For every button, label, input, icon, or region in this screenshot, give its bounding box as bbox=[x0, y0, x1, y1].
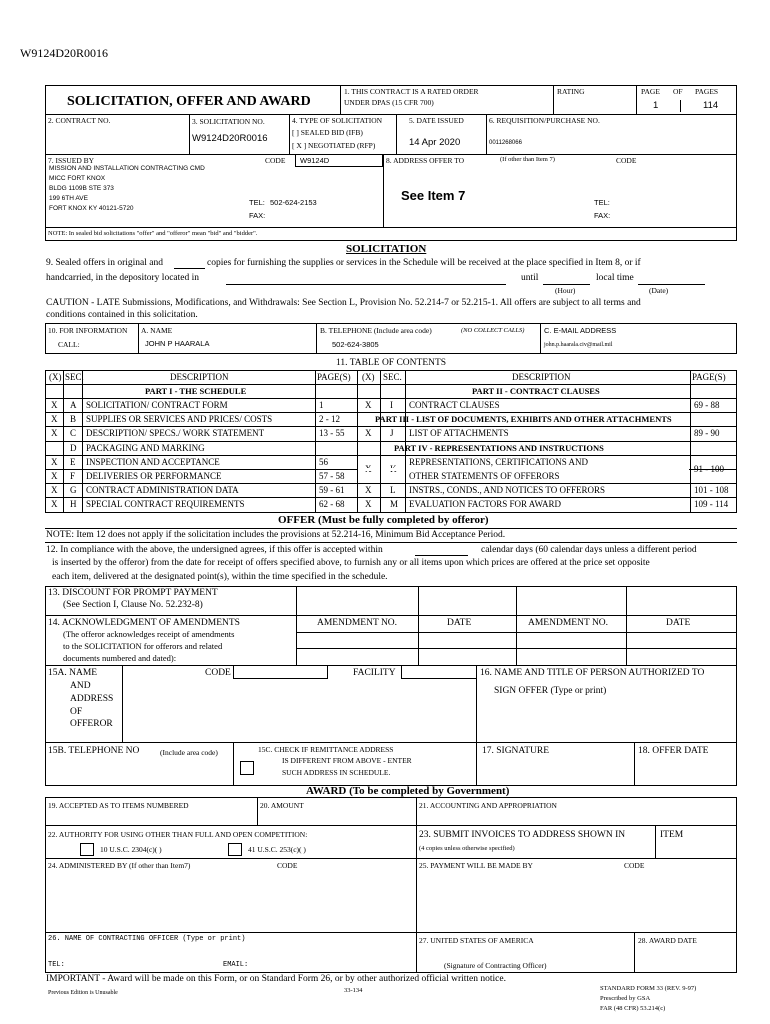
item15c-sub: IS DIFFERENT FROM ABOVE - ENTER bbox=[282, 756, 412, 765]
solicitation-no: W9124D20R0016 bbox=[192, 133, 268, 144]
toc-x-mark: X bbox=[365, 485, 372, 495]
page-label: PAGE bbox=[641, 87, 660, 96]
toc-header-sec: SEC. bbox=[65, 372, 84, 382]
offeror-code-label: CODE bbox=[205, 668, 231, 678]
item14-sub: (The offeror acknowledges receipt of amendments bbox=[63, 629, 235, 639]
toc-section-letter: I bbox=[390, 400, 393, 410]
form-title: SOLICITATION, OFFER AND AWARD bbox=[67, 94, 311, 109]
previous-edition: Previous Edition is Unusable bbox=[48, 990, 118, 996]
issued-code-label: CODE bbox=[265, 156, 286, 165]
toc-part2-heading: PART II - CONTRACT CLAUSES bbox=[472, 386, 600, 397]
officer-email-label: EMAIL: bbox=[223, 961, 249, 969]
usc2304-checkbox[interactable] bbox=[80, 843, 94, 856]
toc-section-letter: A bbox=[70, 400, 77, 410]
item12-text: each item, delivered at the designated point(s), within the time specified in the schedule. bbox=[52, 572, 388, 582]
toc-section-letter: D bbox=[70, 443, 77, 453]
form-code: 33-134 bbox=[344, 987, 363, 994]
item12-text: 12. In compliance with the above, the undersigned agrees, if this offer is accepted within bbox=[46, 545, 383, 555]
item15c-sub: SUCH ADDRESS IN SCHEDULE. bbox=[282, 768, 391, 777]
toc-header-x: (X) bbox=[362, 372, 375, 382]
toc-header-pages: PAGE(S) bbox=[692, 372, 726, 382]
email-label: C. E-MAIL ADDRESS bbox=[544, 326, 617, 335]
item23-item-label: ITEM bbox=[660, 830, 684, 840]
include-area-label: (Include area code) bbox=[160, 748, 218, 757]
item15a-label: OF bbox=[70, 707, 83, 717]
call-label: CALL: bbox=[58, 340, 80, 349]
hour-label: (Hour) bbox=[555, 286, 576, 295]
item12-text: calendar days (60 calendar days unless a different period bbox=[481, 545, 697, 555]
toc-section-letter: H bbox=[70, 499, 77, 509]
of-label: OF bbox=[673, 87, 683, 96]
item15a-label: OFFEROR bbox=[70, 719, 113, 729]
toc-x-mark: X bbox=[51, 485, 58, 495]
facility-field[interactable] bbox=[401, 665, 477, 679]
toc-section-pages: 89 - 90 bbox=[694, 428, 720, 438]
toc-section-desc: INSTRS., CONDS., AND NOTICES TO OFFERORS bbox=[409, 485, 605, 495]
toc-x-mark: X bbox=[365, 428, 372, 438]
toc-section-desc: DESCRIPTION/ SPECS./ WORK STATEMENT bbox=[86, 428, 265, 438]
toc-header-pages: PAGE(S) bbox=[317, 372, 351, 382]
toc-header-x: (X) bbox=[49, 372, 62, 382]
toc-section-desc: INSPECTION AND ACCEPTANCE bbox=[86, 457, 220, 467]
toc-section-letter: E bbox=[70, 457, 76, 467]
toc-section-pages: 1 bbox=[319, 400, 324, 410]
toc-section-desc: EVALUATION FACTORS FOR AWARD bbox=[409, 499, 562, 509]
item24-code-label: CODE bbox=[277, 861, 298, 870]
address-offer-label: 8. ADDRESS OFFER TO bbox=[386, 156, 465, 165]
contract-no-label: 2. CONTRACT NO. bbox=[48, 116, 111, 125]
toc-section-pages: 13 - 55 bbox=[319, 428, 345, 438]
toc-section-letter: J bbox=[390, 428, 394, 438]
date-issued-label: 5. DATE ISSUED bbox=[409, 116, 464, 125]
toc-section-desc: OTHER STATEMENTS OF OFFERORS bbox=[409, 471, 560, 481]
item24-label: 24. ADMINISTERED BY (If other than Item7) bbox=[48, 861, 191, 870]
toc-section-letter: L bbox=[390, 485, 396, 495]
item14-sub: documents numbered and dated): bbox=[63, 653, 177, 663]
amendment-date-header: DATE bbox=[447, 618, 472, 628]
toc-section-letter: C bbox=[70, 428, 77, 438]
requisition-no: 0011268066 bbox=[489, 140, 522, 146]
info-name: JOHN P HAARALA bbox=[145, 339, 210, 348]
toc-section-desc: REPRESENTATIONS, CERTIFICATIONS AND bbox=[409, 457, 589, 467]
item20-label: 20. AMOUNT bbox=[260, 801, 304, 810]
item15c-label: 15C. CHECK IF REMITTANCE ADDRESS bbox=[258, 745, 394, 754]
toc-x-mark: X bbox=[51, 414, 58, 424]
caution-text: conditions contained in this solicitation. bbox=[46, 310, 198, 320]
item16-sub: SIGN OFFER (Type or print) bbox=[494, 686, 607, 696]
toc-header-desc: DESCRIPTION bbox=[512, 372, 571, 382]
item19-label: 19. ACCEPTED AS TO ITEMS NUMBERED bbox=[48, 801, 189, 810]
rating-label: RATING bbox=[557, 87, 585, 96]
toc-part4-heading: PART IV - REPRESENTATIONS AND INSTRUCTIONS bbox=[394, 443, 604, 453]
item9-text: 9. Sealed offers in original and bbox=[46, 258, 163, 268]
toc-x-mark: X bbox=[51, 457, 58, 467]
item15b-label: 15B. TELEPHONE NO bbox=[48, 746, 140, 756]
item28-label: 28. AWARD DATE bbox=[638, 936, 697, 945]
toc-section-pages: 91 - 100 bbox=[694, 464, 724, 474]
toc-x-mark: X bbox=[51, 428, 58, 438]
issued-addr-line: BLDG 1109B STE 373 bbox=[49, 185, 114, 192]
issued-code: W9124D bbox=[300, 156, 330, 165]
item27-label: 27. UNITED STATES OF AMERICA bbox=[419, 936, 534, 945]
item23-label: 23. SUBMIT INVOICES TO ADDRESS SHOWN IN bbox=[419, 830, 626, 840]
issued-addr-line: MISSION AND INSTALLATION CONTRACTING CMD bbox=[49, 165, 205, 172]
offeror-code-field[interactable] bbox=[233, 665, 328, 679]
item21-label: 21. ACCOUNTING AND APPROPRIATION bbox=[419, 801, 557, 810]
toc-section-desc: CONTRACT ADMINISTRATION DATA bbox=[86, 485, 239, 495]
toc-section-desc: SPECIAL CONTRACT REQUIREMENTS bbox=[86, 499, 245, 509]
date-issued: 14 Apr 2020 bbox=[409, 137, 461, 148]
requisition-label: 6. REQUISITION/PURCHASE NO. bbox=[489, 116, 600, 125]
solicitation-heading: SOLICITATION bbox=[346, 243, 427, 255]
item25-code-label: CODE bbox=[624, 861, 645, 870]
sealed-bid-option: [ ] SEALED BID (IFB) bbox=[292, 128, 363, 137]
see-item7: See Item 7 bbox=[401, 188, 466, 203]
offer-fax-label: FAX: bbox=[594, 211, 611, 220]
if-other-label: (If other than Item 7) bbox=[500, 156, 555, 163]
local-time-label: local time bbox=[596, 273, 634, 283]
item17-label: 17. SIGNATURE bbox=[482, 746, 550, 756]
toc-section-desc: DELIVERIES OR PERFORMANCE bbox=[86, 471, 222, 481]
usc2304-label: 10 U.S.C. 2304(c)( ) bbox=[100, 845, 162, 854]
toc-part1-heading: PART I - THE SCHEDULE bbox=[145, 386, 247, 397]
toc-section-pages: 2 - 12 bbox=[319, 414, 340, 424]
toc-x-mark: X bbox=[51, 400, 58, 410]
toc-section-letter: F bbox=[70, 471, 76, 481]
item23-sub: (4 copies unless otherwise specified) bbox=[419, 845, 515, 852]
item14-sub: to the SOLICITATION for offerors and related bbox=[63, 641, 223, 651]
no-collect-label: (NO COLLECT CALLS) bbox=[461, 327, 525, 334]
toc-section-pages: 101 - 108 bbox=[694, 485, 729, 495]
solicitation-no-label: 3. SOLICITATION NO. bbox=[192, 117, 265, 126]
important-note: IMPORTANT - Award will be made on this Form, or on Standard Form 26, or by other authorized official written notice. bbox=[46, 974, 506, 984]
info-label: 10. FOR INFORMATION bbox=[48, 326, 128, 335]
toc-section-letter: M bbox=[390, 499, 399, 509]
amendment-no-header: AMENDMENT NO. bbox=[317, 618, 398, 628]
amendment-no-header: AMENDMENT NO. bbox=[528, 618, 609, 628]
pages-label: PAGES bbox=[695, 87, 719, 96]
toc-section-pages: 59 - 61 bbox=[319, 485, 345, 495]
dpas-label: UNDER DPAS (15 CFR 700) bbox=[344, 98, 434, 107]
item26-label: 26. NAME OF CONTRACTING OFFICER (Type or print) bbox=[48, 935, 246, 943]
prescribed-by: Prescribed by GSA bbox=[600, 995, 651, 1002]
officer-signature-label: (Signature of Contracting Officer) bbox=[444, 961, 547, 970]
toc-section-desc: SUPPLIES OR SERVICES AND PRICES/ COSTS bbox=[86, 414, 273, 424]
toc-x-mark: X bbox=[51, 471, 58, 481]
award-heading: AWARD (To be completed by Government) bbox=[306, 785, 510, 797]
facility-label: FACILITY bbox=[353, 668, 396, 678]
toc-x-mark: X bbox=[365, 400, 372, 410]
item9-text: handcarried, in the depository located in bbox=[46, 273, 200, 283]
item16-label: 16. NAME AND TITLE OF PERSON AUTHORIZED TO bbox=[480, 668, 705, 678]
item13-label: 13. DISCOUNT FOR PROMPT PAYMENT bbox=[48, 588, 218, 598]
offer-code-label: CODE bbox=[616, 156, 637, 165]
toc-section-pages: 109 - 114 bbox=[694, 499, 729, 509]
item15a-label: ADDRESS bbox=[70, 694, 114, 704]
item25-label: 25. PAYMENT WILL BE MADE BY bbox=[419, 861, 533, 870]
item15a-label: 15A. NAME bbox=[48, 668, 98, 678]
issued-tel-label: TEL: bbox=[249, 198, 265, 207]
caution-text: CAUTION - LATE Submissions, Modifications, and Withdrawals: See Section L, Provision No. 52.214-7 or 52.215-1. All offers are subject to all terms and bbox=[46, 298, 641, 308]
date-label: (Date) bbox=[649, 286, 669, 295]
item14-label: 14. ACKNOWLEDGMENT OF AMENDMENTS bbox=[48, 618, 240, 628]
usc253-checkbox[interactable] bbox=[228, 843, 242, 856]
toc-header-desc: DESCRIPTION bbox=[170, 372, 229, 382]
remittance-checkbox[interactable] bbox=[240, 761, 254, 775]
toc-heading: 11. TABLE OF CONTENTS bbox=[336, 358, 447, 368]
item12-text: is inserted by the offeror) from the date for receipt of offers specified above, to furnish any or all items upon which prices are offered at the price set opposite bbox=[52, 558, 650, 568]
toc-section-letter: B bbox=[70, 414, 77, 424]
issued-by-label: 7. ISSUED BY bbox=[48, 156, 95, 165]
rated-order-label: 1. THIS CONTRACT IS A RATED ORDER bbox=[344, 87, 479, 96]
issued-addr-line: FORT KNOX KY 40121-5720 bbox=[49, 205, 134, 212]
solicitation-type-label: 4. TYPE OF SOLICITATION bbox=[292, 116, 383, 125]
amendment-date-header: DATE bbox=[666, 618, 691, 628]
issued-addr-line: 199 6TH AVE bbox=[49, 195, 88, 202]
until-label: until bbox=[521, 273, 539, 283]
toc-section-pages: 56 bbox=[319, 457, 328, 467]
offer-tel-label: TEL: bbox=[594, 198, 610, 207]
item15a-label: AND bbox=[70, 681, 91, 691]
issued-tel: 502-624-2153 bbox=[270, 198, 317, 207]
item9-text: copies for furnishing the supplies or services in the Schedule will be received at the place specified in Item 8, or if bbox=[207, 258, 641, 268]
toc-section-pages: 57 - 58 bbox=[319, 471, 345, 481]
toc-section-letter: G bbox=[70, 485, 77, 495]
info-email: john.p.haarala.civ@mail.mil bbox=[544, 342, 613, 348]
item22-label: 22. AUTHORITY FOR USING OTHER THAN FULL AND OPEN COMPETITION: bbox=[48, 830, 308, 839]
toc-section-desc: LIST OF ATTACHMENTS bbox=[409, 428, 509, 438]
item12-note: NOTE: Item 12 does not apply if the solicitation includes the provisions at 52.214-16, Minimum Bid Acceptance Period. bbox=[46, 530, 506, 540]
toc-x-mark: X bbox=[365, 499, 372, 509]
toc-part3-heading: PART III - LIST OF DOCUMENTS, EXHIBITS AND OTHER ATTACHMENTS bbox=[375, 414, 672, 424]
issued-addr-line: MICC FORT KNOX bbox=[49, 175, 106, 182]
far-reference: FAR (48 CFR) 53.214(c) bbox=[600, 1005, 666, 1012]
issued-fax-label: FAX: bbox=[249, 211, 266, 220]
toc-section-pages: 69 - 88 bbox=[694, 400, 720, 410]
officer-tel-label: TEL: bbox=[48, 961, 65, 969]
total-pages: 114 bbox=[703, 100, 719, 111]
toc-section-pages: 62 - 68 bbox=[319, 499, 345, 509]
page-number: 1 bbox=[653, 100, 659, 111]
sealed-bid-note: NOTE: In sealed bid solicitations "offer" and "offeror" mean "bid" and "bidder". bbox=[48, 230, 258, 237]
offer-heading: OFFER (Must be fully completed by offeror) bbox=[278, 514, 489, 526]
toc-x-mark: X bbox=[51, 499, 58, 509]
negotiated-option: [ X ] NEGOTIATED (RFP) bbox=[292, 141, 376, 150]
name-label: A. NAME bbox=[141, 326, 173, 335]
info-phone: 502-624-3805 bbox=[332, 340, 379, 349]
document-id: W9124D20R0016 bbox=[20, 46, 108, 60]
toc-section-desc: PACKAGING AND MARKING bbox=[86, 443, 205, 453]
phone-label: B. TELEPHONE (Include area code) bbox=[320, 326, 432, 335]
item13-sub: (See Section I, Clause No. 52.232-8) bbox=[63, 600, 203, 610]
toc-section-desc: CONTRACT CLAUSES bbox=[409, 400, 500, 410]
standard-form: STANDARD FORM 33 (REV. 9-97) bbox=[600, 985, 697, 992]
usc253-label: 41 U.S.C. 253(c)( ) bbox=[248, 845, 306, 854]
toc-header-sec: SEC. bbox=[383, 372, 402, 382]
toc-section-desc: SOLICITATION/ CONTRACT FORM bbox=[86, 400, 228, 410]
item18-label: 18. OFFER DATE bbox=[638, 746, 709, 756]
